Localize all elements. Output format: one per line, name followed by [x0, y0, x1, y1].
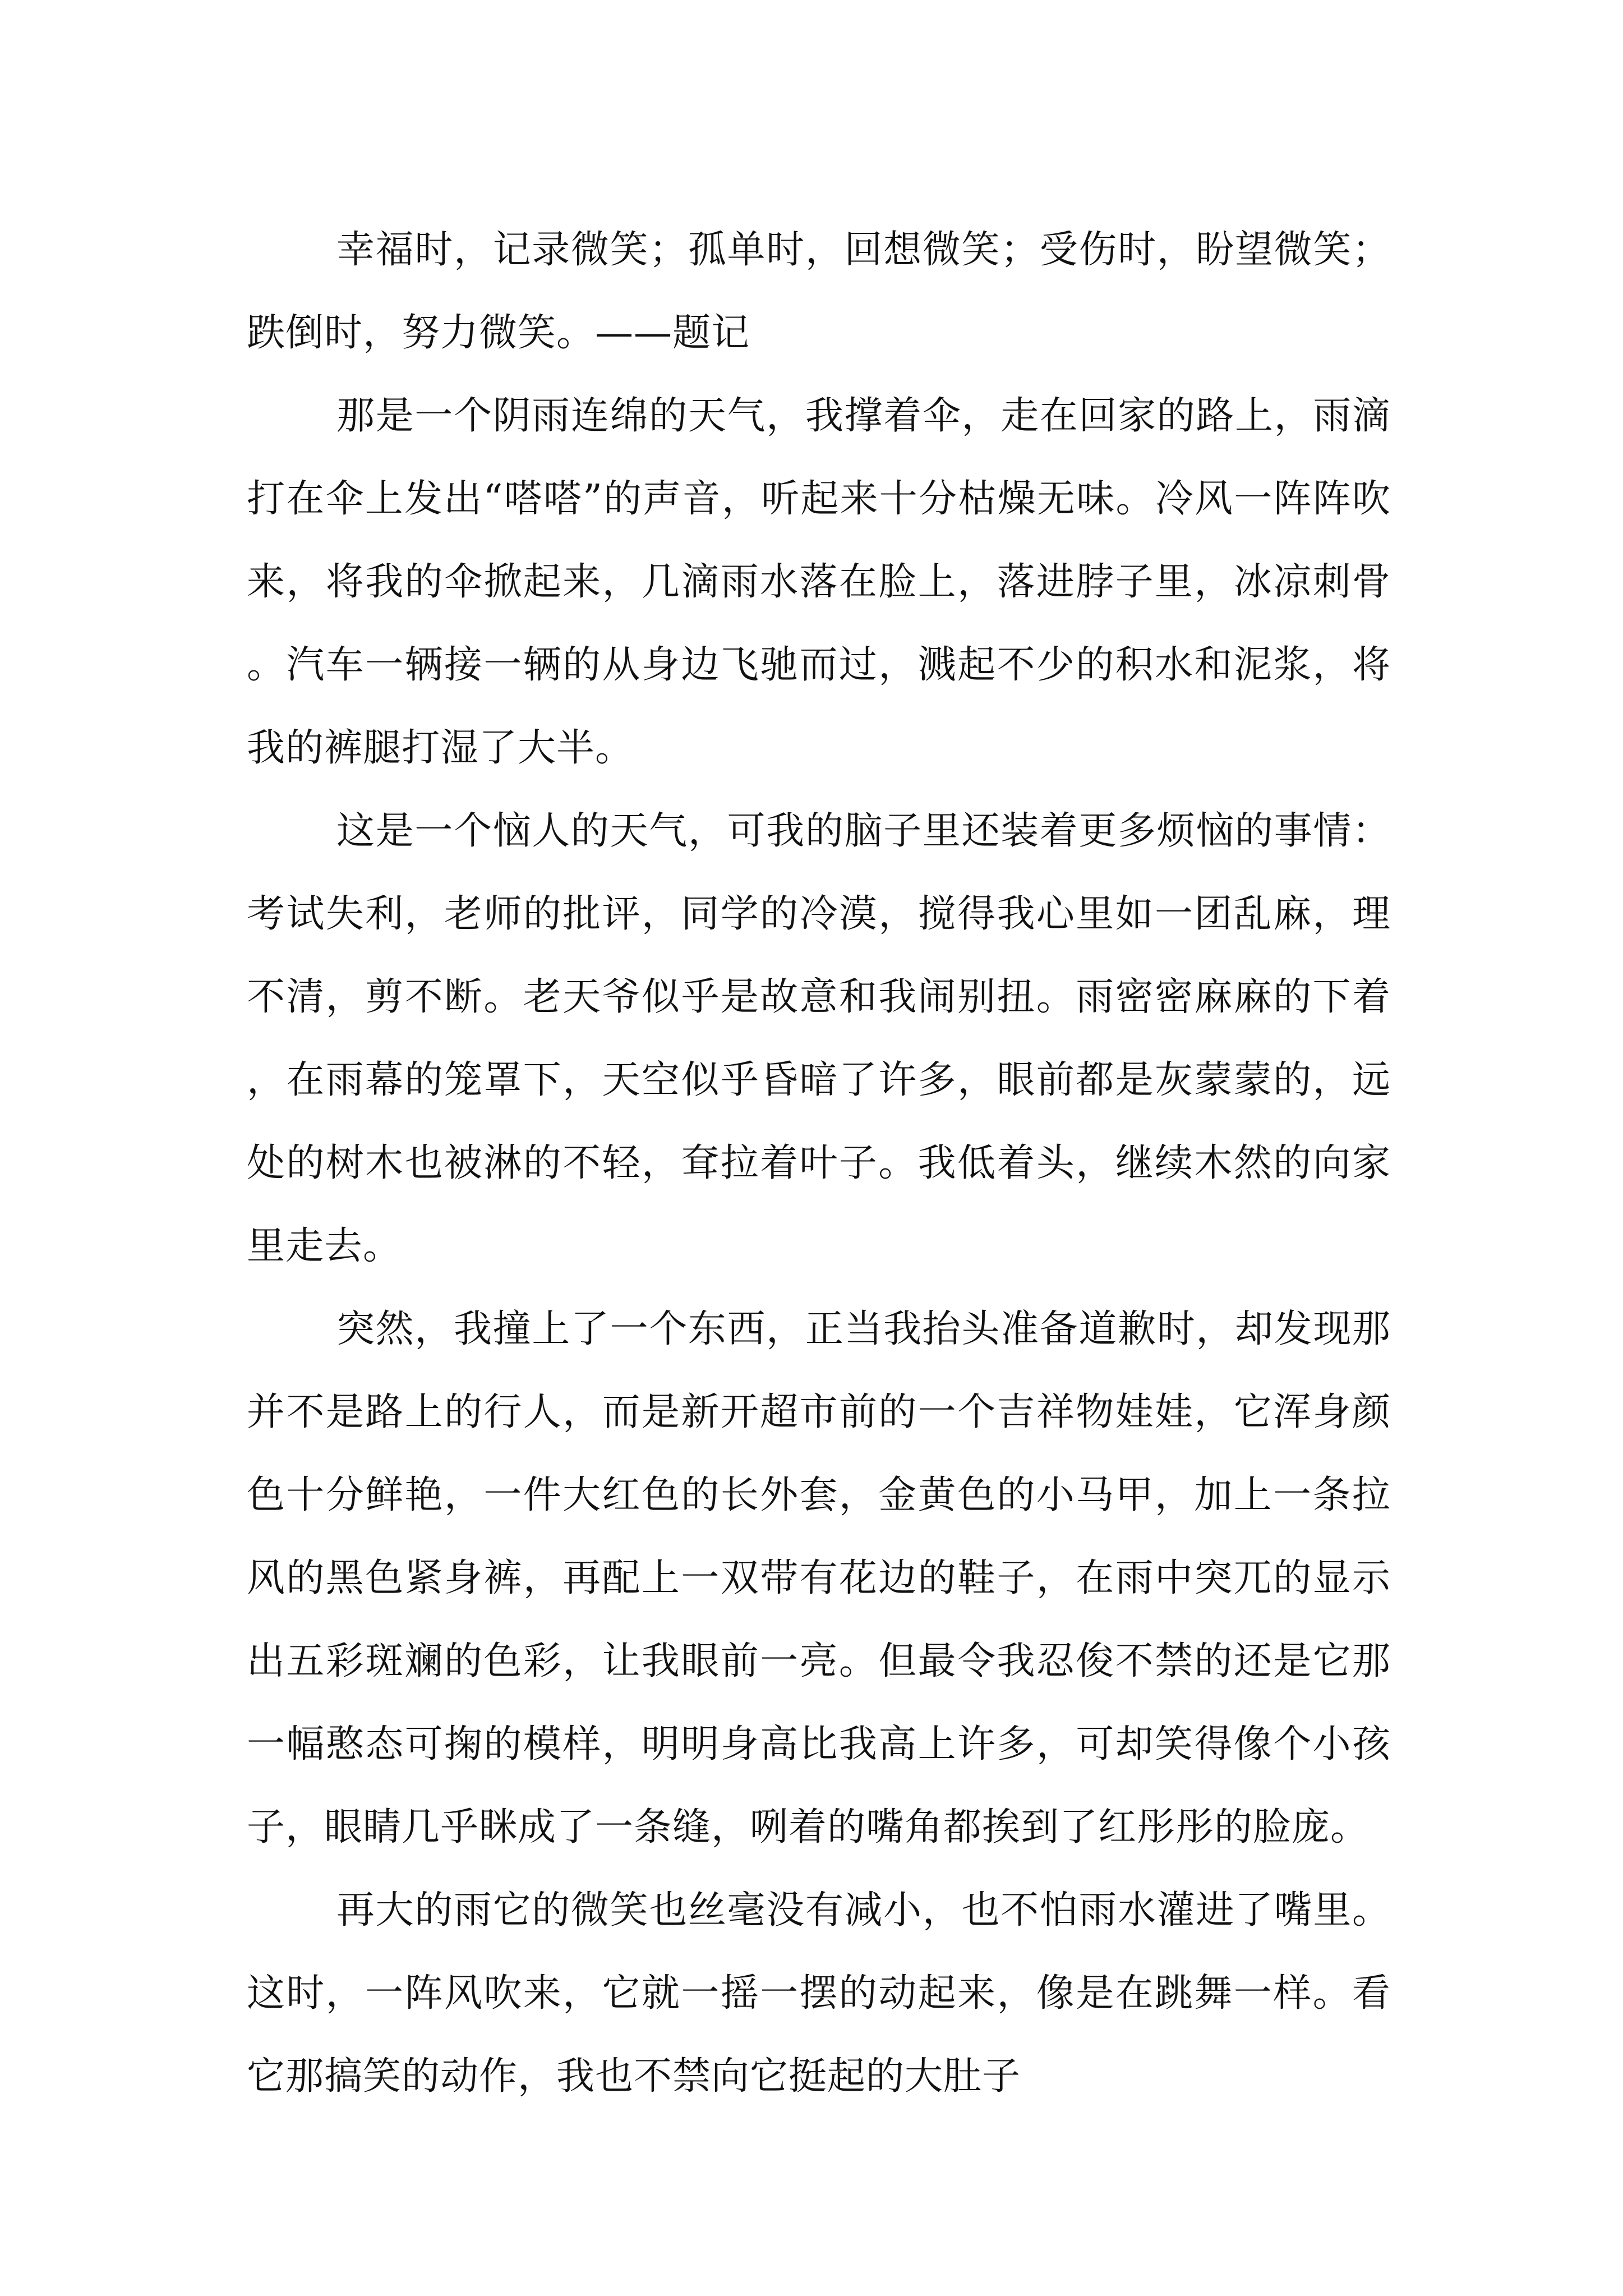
paragraph-mascot: 突然，我撞上了一个东西，正当我抬头准备道歉时，却发现那并不是路上的行人，而是新开超市前的一个吉祥物娃娃，它浑身颜色十分鲜艳，一件大红色的长外套，金黄色的小马甲，加上一条拉风的黑色紧身裤，再配上一双带有花边的鞋子，在雨中突兀的显示出五彩斑斓的色彩，让我眼前一亮。但最令我忍俊不禁的还是它那一幅憨态可掬的模样，明明身高比我高上许多，可却笑得像个小孩子，眼睛几乎眯成了一条缝，咧着的嘴角都挨到了红彤彤的脸庞。	[247, 1307, 1391, 1849]
paragraph-rainy-walk: 那是一个阴雨连绵的天气，我撑着伞，走在回家的路上，雨滴打在伞上发出“嗒嗒”的声音，听起来十分枯燥无味。冷风一阵阵吹来，将我的伞掀起来，几滴雨水落在脸上，落进脖子里，冰凉刺骨。汽车一辆接一辆的从身边飞驰而过，溅起不少的积水和泥浆，将我的裤腿打湿了大半。	[247, 394, 1391, 770]
paragraph-epigraph: 幸福时，记录微笑；孤单时，回想微笑；受伤时，盼望微笑；跌倒时，努力微笑。——题记	[247, 228, 1391, 355]
paragraph-worries: 这是一个恼人的天气，可我的脑子里还装着更多烦恼的事情：考试失利，老师的批评，同学的冷漠，搅得我心里如一团乱麻，理不清，剪不断。老天爷似乎是故意和我闹别扭。雨密密麻麻的下着，在雨幕的笼罩下，天空似乎昏暗了许多，眼前都是灰蒙蒙的，远处的树木也被淋的不轻，耷拉着叶子。我低着头，继续木然的向家里走去。	[247, 809, 1391, 1268]
document-body	[247, 209, 1391, 2118]
paragraph-smile-in-rain: 再大的雨它的微笑也丝毫没有减小，也不怕雨水灌进了嘴里。这时，一阵风吹来，它就一摇一摆的动起来，像是在跳舞一样。看它那搞笑的动作，我也不禁向它挺起的大肚子	[247, 1888, 1391, 2099]
